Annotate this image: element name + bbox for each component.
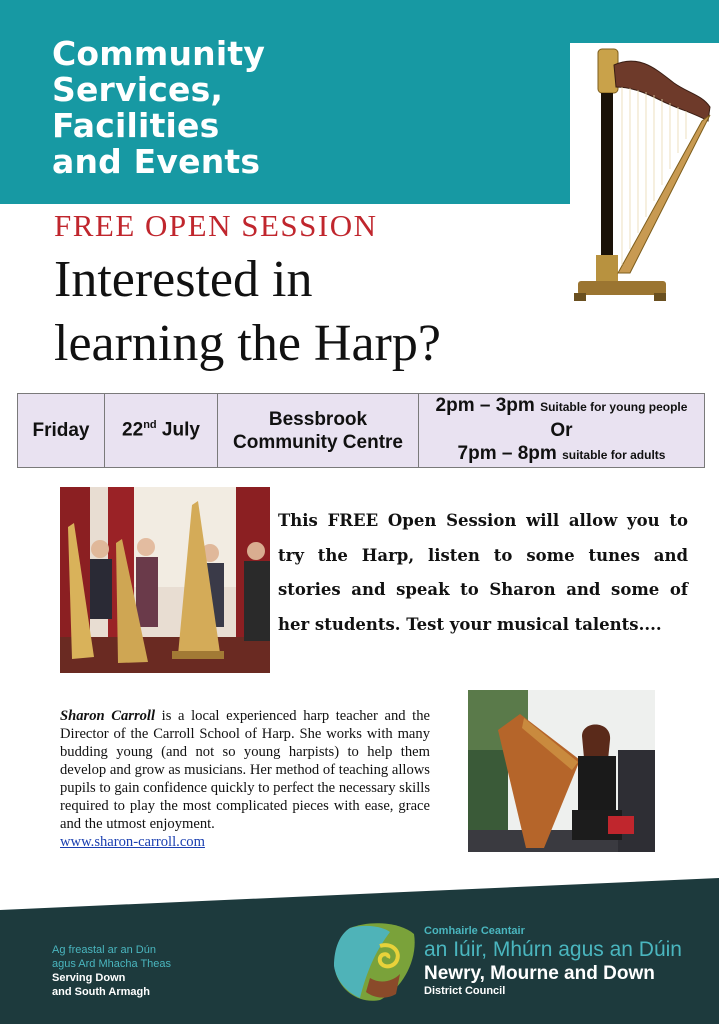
teacher-photo-illustration: [468, 690, 655, 852]
event-venue-cell: [218, 394, 419, 468]
event-date-cell: [105, 394, 218, 468]
session-or: Or: [550, 420, 573, 441]
headline-line: learning the Harp?: [54, 315, 441, 372]
headline-line: Interested in: [54, 251, 313, 308]
event-day-cell: [18, 394, 105, 468]
session2-time: 7pm – 8pm: [457, 443, 557, 464]
event-times-cell: [419, 394, 705, 468]
session1-note: Suitable for young people: [540, 400, 688, 414]
event-venue-line: Bessbrook: [268, 408, 368, 430]
harp-illustration: [570, 43, 719, 305]
header-title-line: Community: [52, 34, 266, 73]
header-title-line: and Events: [52, 142, 261, 181]
teacher-bio: [60, 707, 430, 851]
students-photo-illustration: [60, 487, 270, 673]
session-description: This FREE Open Session will allow you to try the Harp, listen to some tunes and stories and speak to Sharon and some of her students. Test your musical talents....: [278, 511, 688, 634]
footer-irish-line: Ag freastal ar an Dún: [52, 944, 156, 956]
event-date-suffix: nd: [143, 419, 157, 432]
event-day: Friday: [32, 419, 90, 441]
session2-note: suitable for adults: [562, 448, 666, 462]
teacher-website-link[interactable]: www.sharon-carroll.com: [60, 834, 205, 850]
event-details-table: [17, 393, 705, 468]
council-suffix: District Council: [424, 985, 506, 997]
footer-irish-line: agus Ard Mhacha Theas: [52, 958, 172, 970]
teacher-name: Sharon Carroll: [60, 708, 156, 724]
event-venue-line: Community Centre: [233, 431, 403, 453]
event-date-month: July: [161, 419, 200, 441]
teacher-bio-text: is a local experienced harp teacher and the Director of the Carroll School of Harp. She works with many budding young (and not so young harpists) to help them develop and grow as musicians. Her method of teaching allows pupils to gain confidence quickly to perfect the necessary skills required to play the most complicated pieces with ease, grace and the utmost enjoyment.: [60, 708, 431, 832]
header-title-line: Facilities: [52, 106, 220, 145]
footer-english-line: Serving Down: [52, 972, 126, 984]
event-date-number: 22: [122, 419, 144, 441]
council-name-block: [424, 925, 682, 997]
footer-english-line: and South Armagh: [52, 986, 150, 998]
teacher-harp-photo: [468, 690, 655, 852]
council-label: Comhairle Ceantair: [424, 925, 525, 937]
council-irish-name: an Iúir, Mhúrn agus an Dúin: [424, 938, 682, 961]
council-english-name: Newry, Mourne and Down: [424, 963, 655, 984]
headline: [54, 248, 441, 376]
session1-time: 2pm – 3pm: [435, 395, 535, 416]
students-harp-photo: [60, 487, 270, 673]
header-title: [52, 36, 265, 180]
free-open-session-tagline: FREE OPEN SESSION: [54, 208, 378, 243]
harp-image: [570, 43, 719, 205]
footer-tagline: [52, 943, 171, 999]
header-title-line: Services,: [52, 70, 224, 109]
council-logo-icon: [330, 918, 418, 1004]
